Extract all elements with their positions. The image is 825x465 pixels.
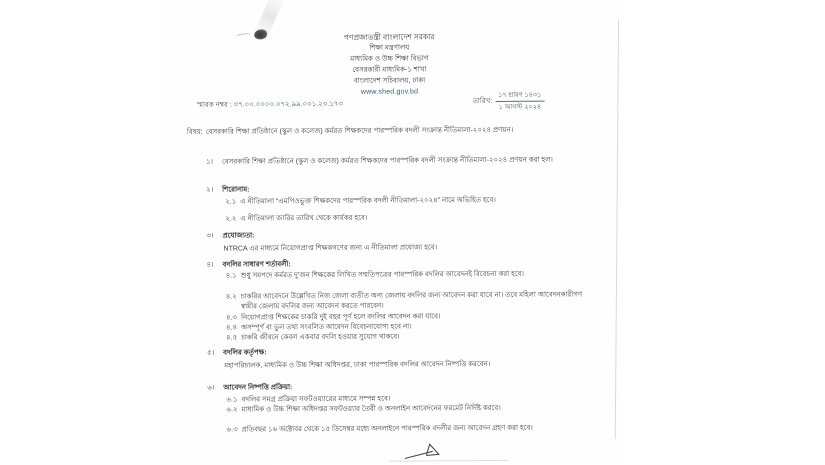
clause-heading: বদলির কর্তৃপক্ষ: [223,349,267,357]
clause-2-1 [225,195,580,207]
clause-5-heading [207,346,575,358]
letterhead-secretariat: বাংলাদেশ সচিবালয়, ঢাকা [353,77,426,85]
date-bangla: ১৭ শ্রাবণ ১৪৩১ [495,91,544,102]
date-label: তারিখ: [472,97,493,105]
clause-heading: আবেদন নিষ্পত্তি প্রক্রিয়া: [223,384,293,392]
clause-number: ২। [206,186,214,194]
subclause-text: চাকরি জীবনে কেবল একবার বদলি হওয়ার সুযোগ থাকবে। [241,333,400,342]
date-block [473,91,545,112]
subject-label: বিষয়: [186,128,203,136]
subclause-text: মাধ্যমিক ও উচ্চ শিক্ষা অধিদপ্তর সফটওয়্যার তৈরী ও অনলাইন আবেদনের ফরমেট নির্দিষ্ট করবে। [241,404,501,414]
subject-line [187,126,551,138]
subclause-number: ৬.২ [226,406,238,414]
subclause-number: ৬.১ [226,396,238,404]
subclause-text: শুধু সমপদে কর্মরত দু’জন শিক্ষকের লিখিত সম্মতিপত্রের পারস্পরিক বদলির আবেদনই বিবেচনা করা হবে। [240,270,525,280]
subclause-text: এ নীতিমালা জারির তারিখ থেকে কার্যকর হবে। [240,214,368,223]
clause-heading: বদলির সাধারণ শর্তাবলী: [222,261,291,269]
subject-text: বেসরকারি শিক্ষা প্রতিষ্ঠানে (স্কুল ও কলেজ) কর্মরত শিক্ষকদের পারস্পরিক বদলী সংক্রান্ত নীতিমালা-২০২৪ প্রণয়ন। [205,126,514,136]
clause-4-2 [226,290,584,312]
subclause-number: ৪.১ [225,272,237,280]
letterhead-website: www.shed.gov.bd [360,88,419,96]
clause-text: NTRCA এর মাধ্যমে নিয়োগপ্রাপ্ত শিক্ষকগণের জন্য এ নীতিমালা প্রযোজ্য হবে। [223,244,438,253]
subclause-text: চাকরির আবেদনে উল্লেখিত নিজ জেলা ব্যতীত অন্য জেলায় বদলির জন্য আবেদন করা যাবে না। তবে মহিলা আবেদনকারীগণ স্বামীর জেলায় বদলির জন্য আবেদন করতে পারবেন। [240,291,583,311]
letterhead-government: গণপ্রজাতন্ত্রী বাংলাদেশ সরকার [343,32,435,42]
clause-text: মহাপরিচালক, মাধ্যমিক ও উচ্চ শিক্ষা অধিদপ্তর, ঢাকা পারস্পরিক বদলির আবেদন নিষ্পত্তি করবেন। [224,360,491,370]
clause-number: ৫। [207,349,215,357]
clause-6-2 [226,403,584,415]
subclause-number: ২.১ [225,198,237,206]
clause-1 [206,155,574,167]
clause-5-body [224,360,554,372]
clause-4-1 [226,269,584,281]
subclause-number: ২.২ [225,215,237,223]
subclause-text: নিয়োগপ্রাপ্ত শিক্ষকের চাকরি দুই বছর পূর্ণ হলে বদলির আবেদন করা যাবে। [240,313,441,322]
clause-heading: শিরোনাম: [222,186,250,194]
clause-3-heading [206,229,574,241]
clause-number: ১। [205,158,214,166]
handwritten-pen-mark [403,442,451,462]
clause-6-3 [227,423,585,435]
clause-3-body [223,242,573,254]
subclause-text: এ নীতিমালা “এমপিওভুক্ত শিক্ষকদের পারস্পরিক বদলী নীতিমালা-২০২৪” নামে অভিহিত হবে। [240,196,496,206]
memo-number-label: স্মারক নম্বর : [196,101,232,109]
clause-number: ৪। [206,261,214,269]
clause-4-5 [226,331,584,343]
subclause-text: অসম্পূর্ণ বা ভুল তথ্য সংবলিত আবেদন বিবেচনাযোগ্য হবে না। [240,323,412,332]
clause-number: ৩। [206,232,214,240]
letterhead-ministry: শিক্ষা মন্ত্রণালয় [369,44,410,52]
subclause-text: বদলির সমগ্র প্রক্রিয়া সফটওয়্যারের মাধ্যমে সম্পন্ন হবে। [241,395,391,404]
date-gregorian: ১ আগস্ট ২০২৪ [498,103,542,111]
subclause-number: ৪.২ [225,293,237,301]
letterhead-branch: বেসরকারী মাধ্যমিক-১ শাখা [352,66,427,74]
subclause-text: প্রতিবছর ১৬ অক্টোবর থেকে ১৫ ডিসেম্বর মধ্যে অনলাইনে পারস্পরিক বদলীর জন্য আবেদন গ্রহণ করা হবে। [241,424,533,434]
clause-text: বেসরকারি শিক্ষা প্রতিষ্ঠানে (স্কুল ও কলেজ) কর্মরত শিক্ষকদের পারস্পরিক বদলী সংক্রান্ত নীতিমালা-২০২৪ প্রণয়ন করা হল। [221,156,553,166]
scanned-memo-page [158,0,623,465]
subclause-number: ৪.৩ [225,314,238,322]
subclause-number: ৪.৪ [225,324,238,332]
clause-heading: প্রযোজ্যতা: [222,232,255,240]
dual-date [495,91,544,112]
clause-number: ৬। [207,384,215,392]
memo-number-value: ৩৭.০০.০০০০.০৭২.৯৯.০০১.২৩.১৭৩ [233,100,343,109]
subclause-number: ৬.৩ [226,426,238,434]
letterhead [158,30,620,99]
clause-6-heading [207,381,575,393]
clause-2-2 [225,212,580,224]
clause-2-heading [206,183,574,195]
subclause-number: ৪.৫ [226,334,238,342]
letterhead-division: মাধ্যমিক ও উচ্চ শিক্ষা বিভাগ [350,55,429,63]
